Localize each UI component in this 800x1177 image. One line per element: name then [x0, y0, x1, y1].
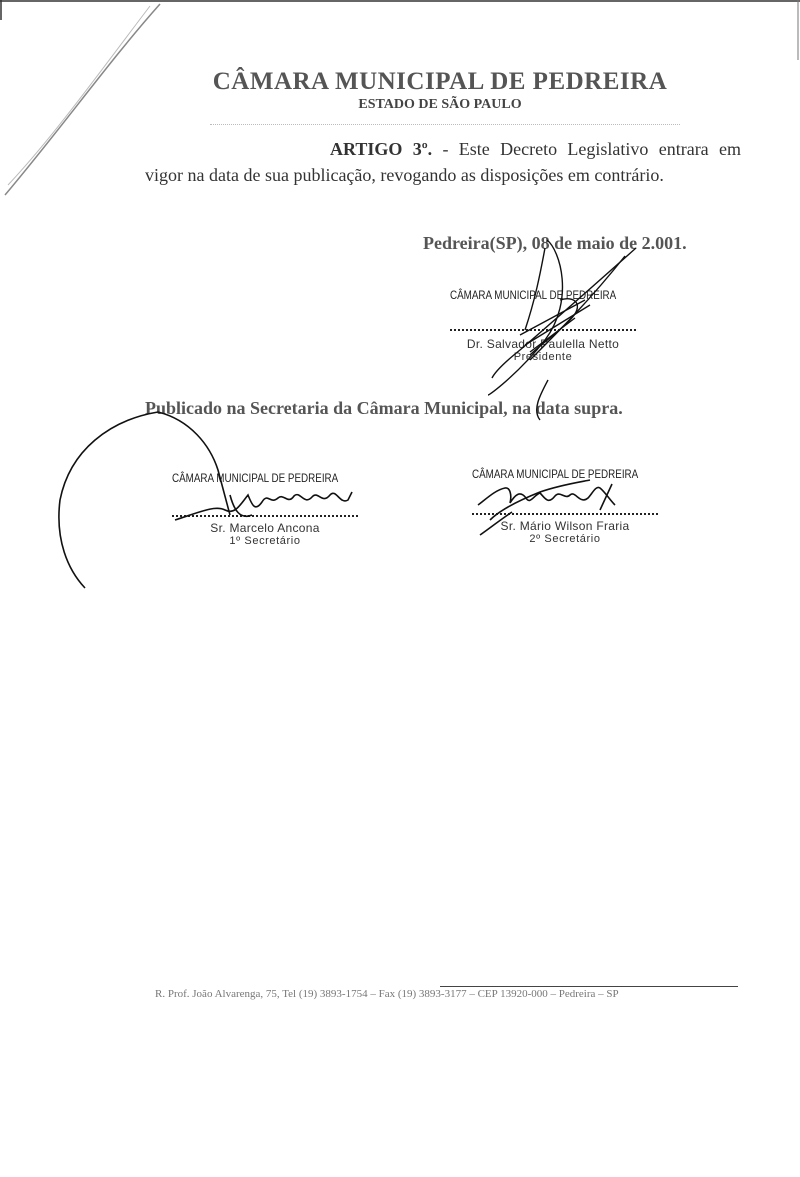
- article-heading: ARTIGO 3º.: [330, 139, 433, 159]
- chamber-title: CÂMARA MUNICIPAL DE PEDREIRA: [212, 68, 668, 95]
- signatory-role: Presidente: [513, 351, 573, 363]
- footer-divider: [440, 986, 738, 987]
- signature-block-president: [450, 288, 636, 363]
- signature-block-second-secretary: [472, 467, 658, 545]
- signatory-name: Sr. Marcelo Ancona: [210, 521, 320, 535]
- signature-org: CÂMARA MUNICIPAL DE PEDREIRA: [450, 288, 617, 302]
- signature-line: [472, 513, 658, 515]
- state-subtitle: ESTADO DE SÃO PAULO: [358, 97, 522, 112]
- signature-org: CÂMARA MUNICIPAL DE PEDREIRA: [172, 471, 339, 485]
- signature-line: [450, 329, 636, 331]
- footer-address: R. Prof. João Alvarenga, 75, Tel (19) 3893-1754 – Fax (19) 3893-3177 – CEP 13920-000 – Pedreira – SP: [155, 988, 619, 1000]
- header-divider: [210, 124, 680, 125]
- signature-block-first-secretary: [172, 471, 358, 547]
- signatory-name: Sr. Mário Wilson Fraria: [500, 519, 630, 533]
- article-text: - Este Decreto Legislativo entrara em vigor na data de sua publicação, revogando as disposições em contrário.: [145, 139, 741, 185]
- signature-org: CÂMARA MUNICIPAL DE PEDREIRA: [472, 467, 639, 481]
- article-paragraph: [145, 136, 741, 188]
- signatory-role: 1º Secretário: [229, 535, 301, 547]
- date-line: Pedreira(SP), 08 de maio de 2.001.: [423, 233, 687, 253]
- signatory-role: 2º Secretário: [529, 533, 601, 545]
- signatory-name: Dr. Salvador Paulella Netto: [466, 337, 620, 351]
- publication-note: Publicado na Secretaria da Câmara Municipal, na data supra.: [145, 398, 623, 418]
- signature-line: [172, 515, 358, 517]
